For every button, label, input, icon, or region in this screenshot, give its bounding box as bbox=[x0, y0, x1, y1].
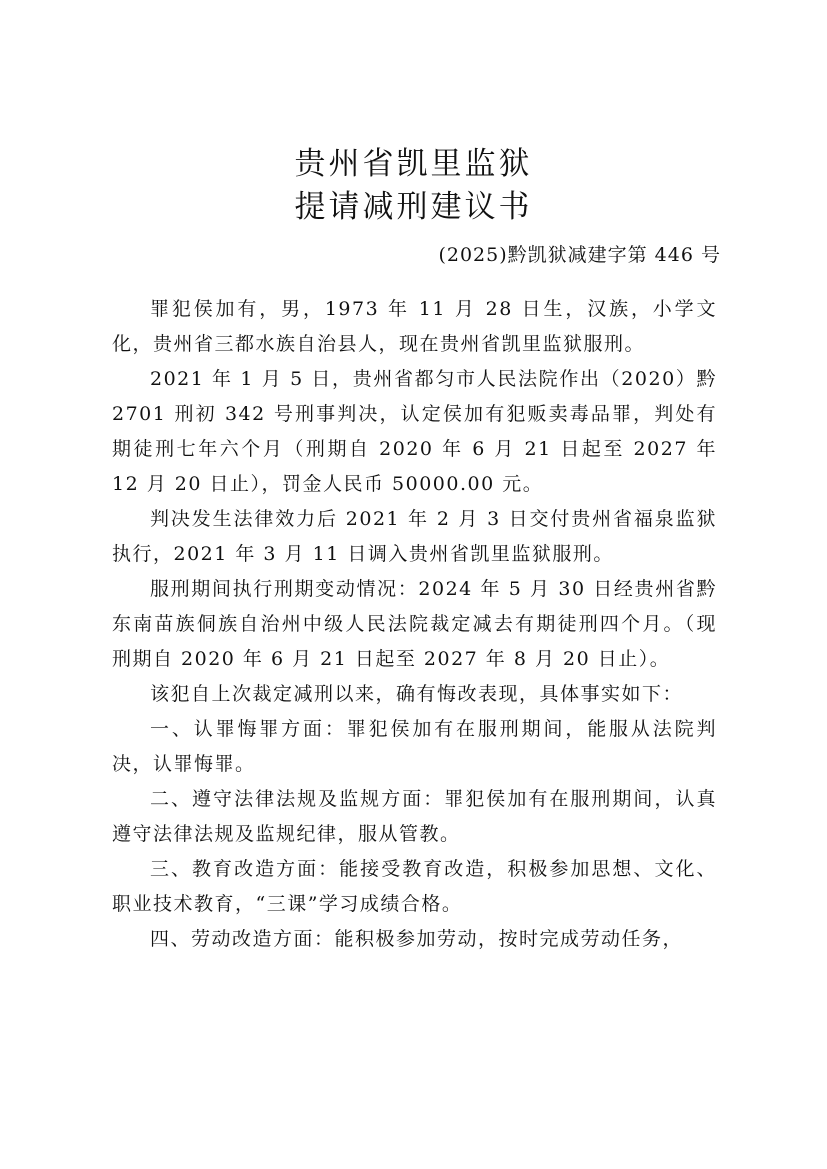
document-body bbox=[112, 292, 717, 957]
paragraph-execution: 判决发生法律效力后 2021 年 2 月 3 日交付贵州省福泉监狱执行，2021 年 3 月 11 日调入贵州省凯里监狱服刑。 bbox=[112, 508, 717, 565]
document-title-line2: 提请减刑建议书 bbox=[294, 189, 533, 225]
paragraph-personal-info: 罪犯侯加有，男，1973 年 11 月 28 日生，汉族，小学文化，贵州省三都水族自治县人，现在贵州省凯里监狱服刑。 bbox=[112, 298, 717, 355]
document-title-line1: 贵州省凯里监狱 bbox=[294, 146, 533, 182]
paragraph-point-2: 二、遵守法律法规及监规方面：罪犯侯加有在服刑期间，认真遵守法律法规及监规纪律，服从管教。 bbox=[112, 788, 717, 845]
paragraph-point-1: 一、认罪悔罪方面：罪犯侯加有在服刑期间，能服从法院判决，认罪悔罪。 bbox=[112, 718, 717, 775]
paragraph-point-4: 四、劳动改造方面：能积极参加劳动，按时完成劳动任务， bbox=[150, 928, 684, 950]
paragraph-repentance-intro: 该犯自上次裁定减刑以来，确有悔改表现，具体事实如下： bbox=[150, 683, 684, 705]
paragraph-judgment: 2021 年 1 月 5 日，贵州省都匀市人民法院作出（2020）黔 2701 刑初 342 号刑事判决，认定侯加有犯贩卖毒品罪，判处有期徒刑七年六个月（刑期自 2020 年 6 月 21 日起至 2027 年 12 月 20 日止），罚金人民币 50000.00 元。 bbox=[112, 368, 717, 495]
paragraph-sentence-change: 服刑期间执行刑期变动情况：2024 年 5 月 30 日经贵州省黔东南苗族侗族自治州中级人民法院裁定减去有期徒刑四个月。（现刑期自 2020 年 6 月 21 日起至 2027 年 8 月 20 日止）。 bbox=[112, 578, 717, 670]
paragraph-point-3: 三、教育改造方面：能接受教育改造，积极参加思想、文化、职业技术教育，“三课”学习成绩合格。 bbox=[112, 858, 717, 915]
document-number: (2025)黔凯狱减建字第 446 号 bbox=[438, 244, 721, 266]
